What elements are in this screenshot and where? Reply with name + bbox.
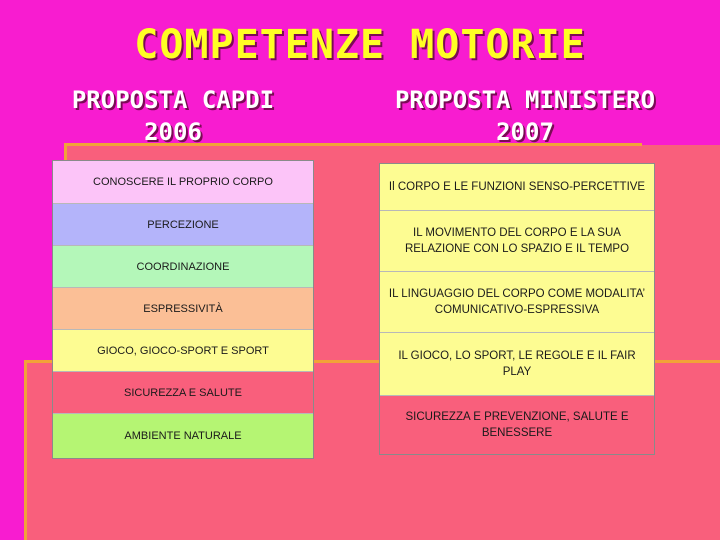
table-row xyxy=(53,372,313,414)
row-label xyxy=(398,348,635,380)
column-heading-line: PROPOSTA MINISTERO xyxy=(394,86,656,114)
capdi-competence-table xyxy=(52,160,314,459)
row-label-line: RELAZIONE CON LO SPAZIO E IL TEMPO xyxy=(404,243,630,255)
table-row xyxy=(380,272,654,333)
row-label-line: IL GIOCO, LO SPORT, LE REGOLE E IL FAIR xyxy=(398,350,636,362)
table-row xyxy=(380,396,654,454)
column-heading-line: PROPOSTA CAPDI xyxy=(71,86,275,114)
slide-title: COMPETENZE MOTORIE xyxy=(134,22,586,68)
row-label-line: PLAY xyxy=(502,366,532,378)
row-label-line: IL MOVIMENTO DEL CORPO E LA SUA xyxy=(413,227,621,239)
row-label xyxy=(405,409,628,441)
column-heading-ministero xyxy=(350,84,700,148)
row-label xyxy=(389,286,645,318)
row-label: COORDINAZIONE xyxy=(136,260,230,273)
row-label-line: IL LINGUAGGIO DEL CORPO COME MODALITA’ xyxy=(388,288,646,300)
table-row xyxy=(53,246,313,288)
row-label: GIOCO, GIOCO-SPORT E SPORT xyxy=(97,344,269,357)
row-label: CONOSCERE IL PROPRIO CORPO xyxy=(93,176,273,188)
column-heading-year: 2007 xyxy=(496,118,554,146)
row-label-line: BENESSERE xyxy=(481,427,553,439)
row-label: AMBIENTE NATURALE xyxy=(124,430,242,442)
column-heading-capdi xyxy=(20,84,326,148)
table-row xyxy=(380,333,654,396)
table-row xyxy=(53,161,313,204)
table-row xyxy=(380,164,654,211)
table-row xyxy=(380,211,654,272)
row-label xyxy=(405,225,629,257)
decor-line xyxy=(24,360,27,540)
row-label-line: COMUNICATIVO-ESPRESSIVA xyxy=(434,304,600,316)
row-label: ESPRESSIVITÀ xyxy=(143,302,223,315)
row-label: PERCEZIONE xyxy=(147,218,219,231)
column-heading-year: 2006 xyxy=(144,118,202,146)
row-label-line: SICUREZZA E PREVENZIONE, SALUTE E xyxy=(405,411,629,423)
table-row xyxy=(53,288,313,330)
table-row xyxy=(53,204,313,246)
row-label-line: Il CORPO E LE FUNZIONI SENSO-PERCETTIVE xyxy=(388,181,646,193)
row-label xyxy=(389,179,645,195)
table-row xyxy=(53,414,313,458)
row-label: SICUREZZA E SALUTE xyxy=(124,386,242,399)
ministero-competence-table xyxy=(379,163,655,455)
table-row xyxy=(53,330,313,372)
